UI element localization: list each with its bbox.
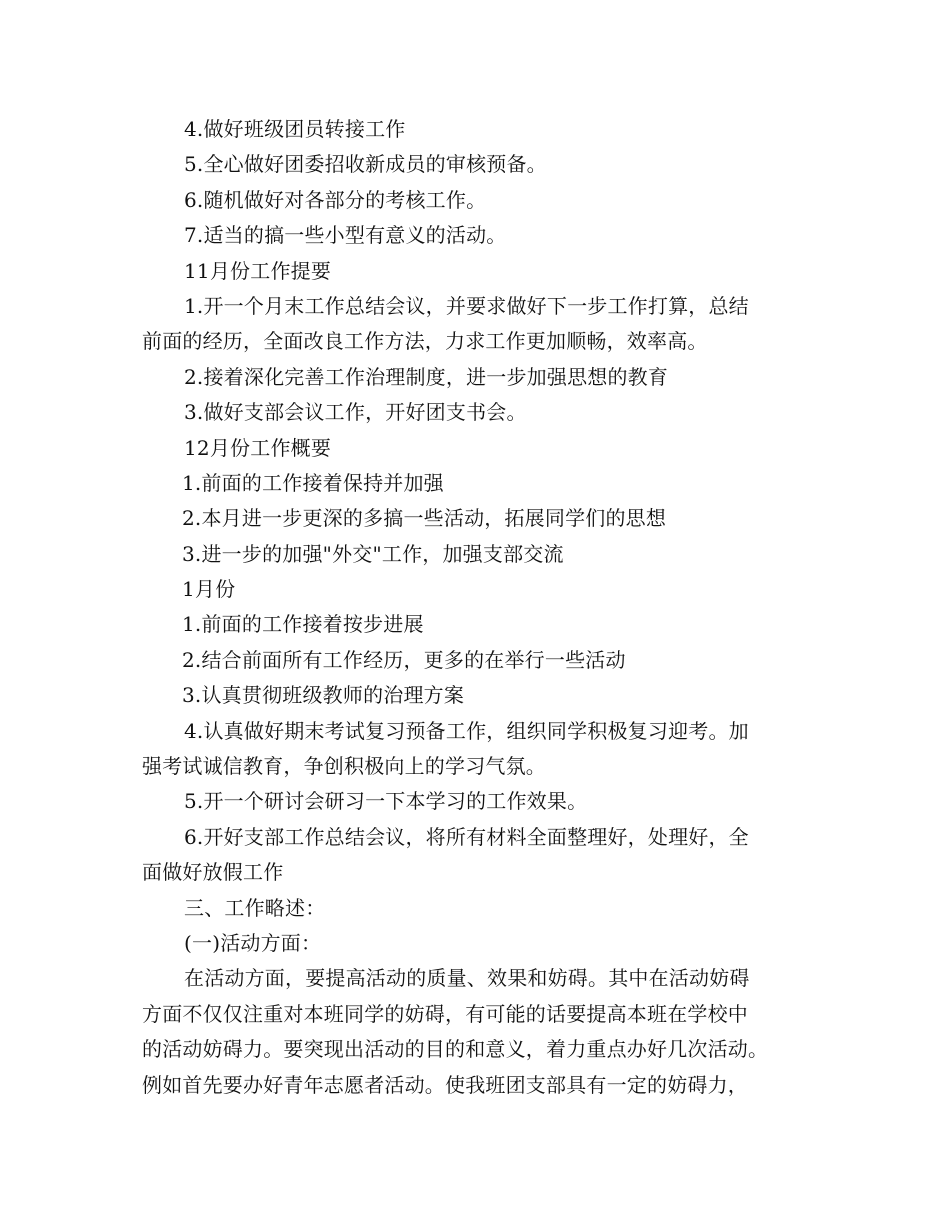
text-line: 5.全心做好团委招收新成员的审核预备。 [184, 152, 547, 177]
text-line: 4.做好班级团员转接工作 [184, 117, 406, 141]
text-line: 例如首先要办好青年志愿者活动。使我班团支部具有一定的妨碍力， [142, 1072, 748, 1097]
text-line: 方面不仅仅注重对本班同学的妨碍，有可能的话要提高本班在学校中 [142, 1001, 748, 1026]
text-line: 2.结合前面所有工作经历，更多的在举行一些活动 [182, 647, 626, 672]
text-line: 在活动方面，要提高活动的质量、效果和妨碍。其中在活动妨碍 [184, 966, 750, 991]
text-line: 1.前面的工作接着按步进展 [182, 612, 424, 637]
text-line: 1.前面的工作接着保持并加强 [182, 470, 444, 495]
text-line: 7.适当的搞一些小型有意义的活动。 [184, 223, 507, 248]
text-line: 6.开好支部工作总结会议，将所有材料全面整理好，处理好，全 [184, 824, 749, 849]
text-line: 3.做好支部会议工作，开好团支书会。 [184, 400, 527, 425]
text-line: 4.认真做好期末考试复习预备工作，组织同学积极复习迎考。加 [184, 718, 749, 743]
text-line: 的活动妨碍力。要突现出活动的目的和意义，着力重点办好几次活动。 [142, 1037, 769, 1062]
text-line: 1.开一个月末工作总结会议，并要求做好下一步工作打算，总结 [184, 293, 749, 318]
document-body [142, 112, 822, 1103]
section-heading: 三、工作略述： [184, 895, 326, 920]
text-line: 6.随机做好对各部分的考核工作。 [184, 187, 487, 212]
section-heading: 12月份工作概要 [184, 435, 332, 460]
text-line: 2.接着深化完善工作治理制度，进一步加强思想的教育 [184, 364, 669, 389]
text-line: 3.认真贯彻班级教师的治理方案 [182, 683, 465, 708]
text-line: 前面的经历，全面改良工作方法，力求工作更加顺畅，效率高。 [142, 329, 708, 354]
text-line: 面做好放假工作 [142, 860, 284, 885]
text-line: 5.开一个研讨会研习一下本学习的工作效果。 [184, 789, 588, 814]
text-line: 3.进一步的加强"外交"工作，加强支部交流 [182, 541, 564, 566]
section-heading: 1月份 [182, 577, 236, 602]
section-heading: 11月份工作提要 [184, 258, 332, 283]
subsection-heading: (一)活动方面： [184, 930, 322, 955]
text-line: 2.本月进一步更深的多搞一些活动，拓展同学们的思想 [182, 506, 667, 531]
text-line: 强考试诚信教育，争创积极向上的学习气氛。 [142, 754, 546, 779]
